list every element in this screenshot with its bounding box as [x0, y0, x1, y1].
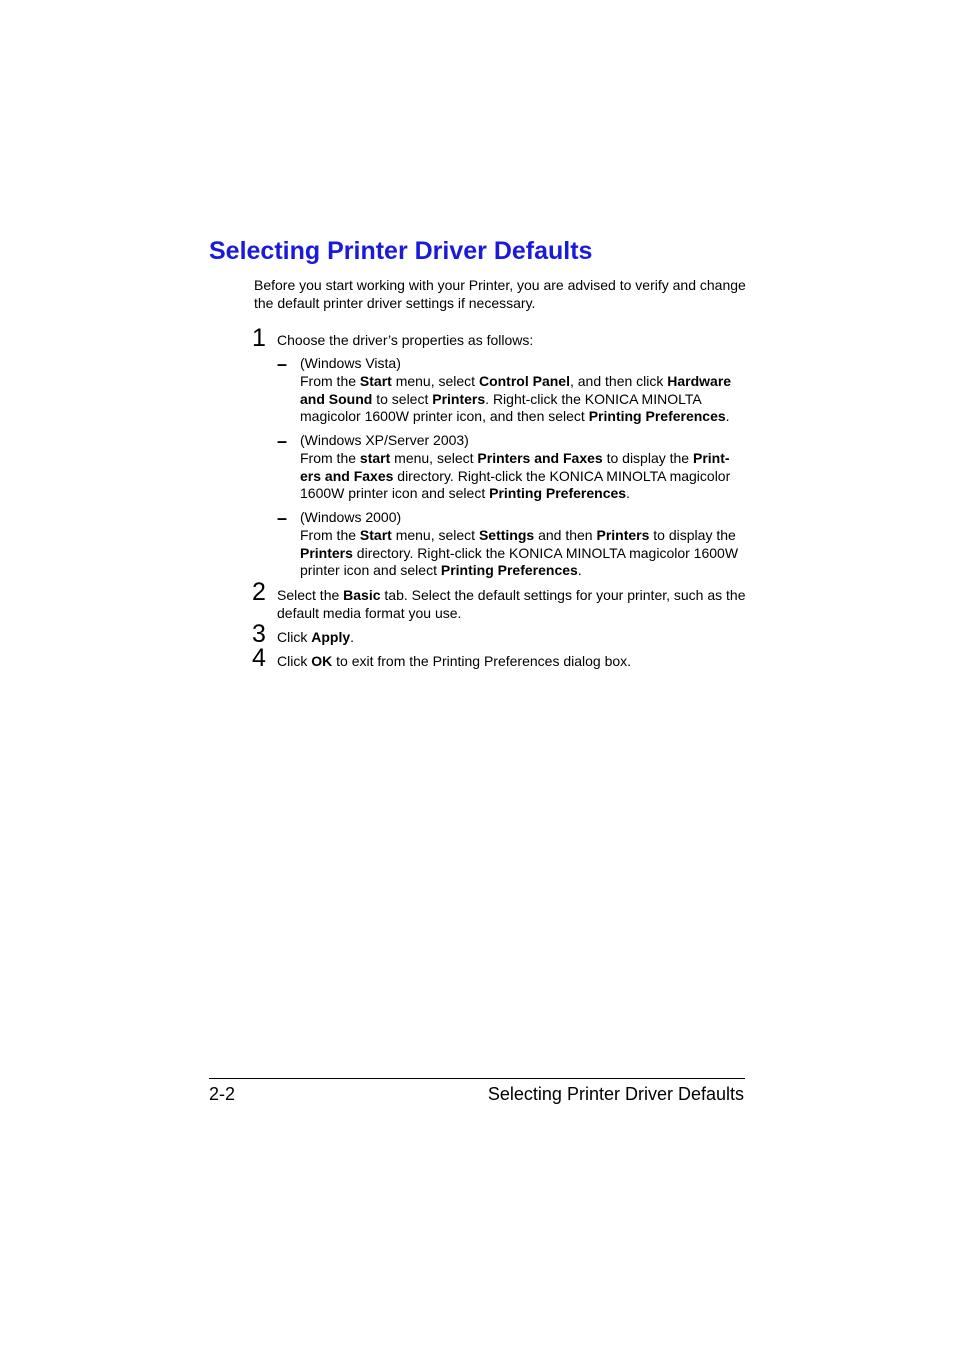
- text-run: Click: [277, 629, 312, 645]
- os-label: (Windows 2000): [300, 509, 402, 525]
- text-run: Click: [277, 653, 312, 669]
- step-text: Choose the driver’s properties as follows:: [277, 332, 534, 348]
- footer-rule: [209, 1078, 745, 1079]
- step-number: 3: [252, 620, 266, 648]
- text-run: to exit from the Printing Preferences dialog box.: [332, 653, 632, 669]
- step-number: 4: [252, 644, 266, 672]
- text-run: to select: [372, 390, 433, 407]
- page-number: 2-2: [209, 1084, 236, 1104]
- bold-term: Print-ers and Faxes: [300, 449, 730, 484]
- text-run: . Right-click the KONICA MINOLTA magicolor 1600W printer icon, and then select: [300, 390, 701, 425]
- bold-term: Printing Preferences: [588, 408, 726, 425]
- text-run: From the: [300, 449, 360, 466]
- step-text: [277, 652, 747, 670]
- dash-bullet: –: [277, 431, 288, 451]
- bold-term: Printers: [596, 526, 650, 543]
- step-number: 2: [252, 578, 266, 606]
- sub-item-windows-vista: [300, 355, 746, 426]
- sub-item-body: [300, 450, 746, 503]
- bold-term: Printers and Faxes: [477, 449, 603, 466]
- bold-term: Printers: [300, 544, 353, 561]
- bold-term: Printing Preferences: [489, 485, 627, 502]
- text-run: Select the: [277, 587, 344, 603]
- text-run: to display the: [602, 449, 693, 466]
- bold-term: Printers: [432, 390, 486, 407]
- bold-term: Printing Preferences: [440, 562, 578, 579]
- os-label: (Windows Vista): [300, 355, 401, 371]
- text-run: directory. Right-click the KONICA MINOLTA magicolor 1600W printer icon and select: [300, 467, 731, 502]
- sub-item-windows-2000: [300, 509, 746, 580]
- bold-term: Apply: [311, 629, 351, 645]
- text-run: .: [626, 485, 630, 502]
- bold-term: Hardware and Sound: [300, 372, 732, 407]
- dash-bullet: –: [277, 508, 288, 528]
- sub-item-body: [300, 373, 746, 426]
- text-run: to display the: [649, 526, 736, 543]
- bold-term: Start: [359, 526, 392, 543]
- text-run: From the: [300, 372, 360, 389]
- page-title: Selecting Printer Driver Defaults: [209, 237, 593, 265]
- text-run: From the: [300, 526, 360, 543]
- footer-section-title: Selecting Printer Driver Defaults: [487, 1084, 744, 1104]
- intro-paragraph: Before you start working with your Printer, you are advised to verify and change the default printer driver settings if necessary.: [254, 277, 746, 311]
- bold-term: OK: [311, 653, 333, 669]
- text-run: tab. Select the default settings for your printer, such as the default media format you use.: [277, 587, 746, 621]
- sub-item-windows-xp: [300, 432, 746, 503]
- bold-term: Settings: [478, 526, 535, 543]
- text-run: , and then click: [569, 372, 668, 389]
- text-run: directory. Right-click the KONICA MINOLTA magicolor 1600W printer icon and select: [300, 544, 739, 579]
- os-label: (Windows XP/Server 2003): [300, 432, 469, 448]
- dash-bullet: –: [277, 354, 288, 374]
- text-run: menu, select: [391, 526, 479, 543]
- text-run: .: [725, 408, 730, 425]
- sub-item-body: [300, 527, 746, 580]
- text-run: .: [577, 562, 582, 579]
- bold-term: Control Panel: [478, 372, 570, 389]
- bold-term: Start: [359, 372, 392, 389]
- text-run: menu, select: [390, 449, 478, 466]
- bold-term: Basic: [343, 587, 381, 603]
- bold-term: start: [359, 449, 391, 466]
- text-run: menu, select: [391, 372, 479, 389]
- step-text: [277, 628, 747, 646]
- step-number: 1: [252, 324, 266, 352]
- text-run: .: [350, 629, 355, 645]
- step-text: [277, 586, 747, 622]
- text-run: and then: [534, 526, 597, 543]
